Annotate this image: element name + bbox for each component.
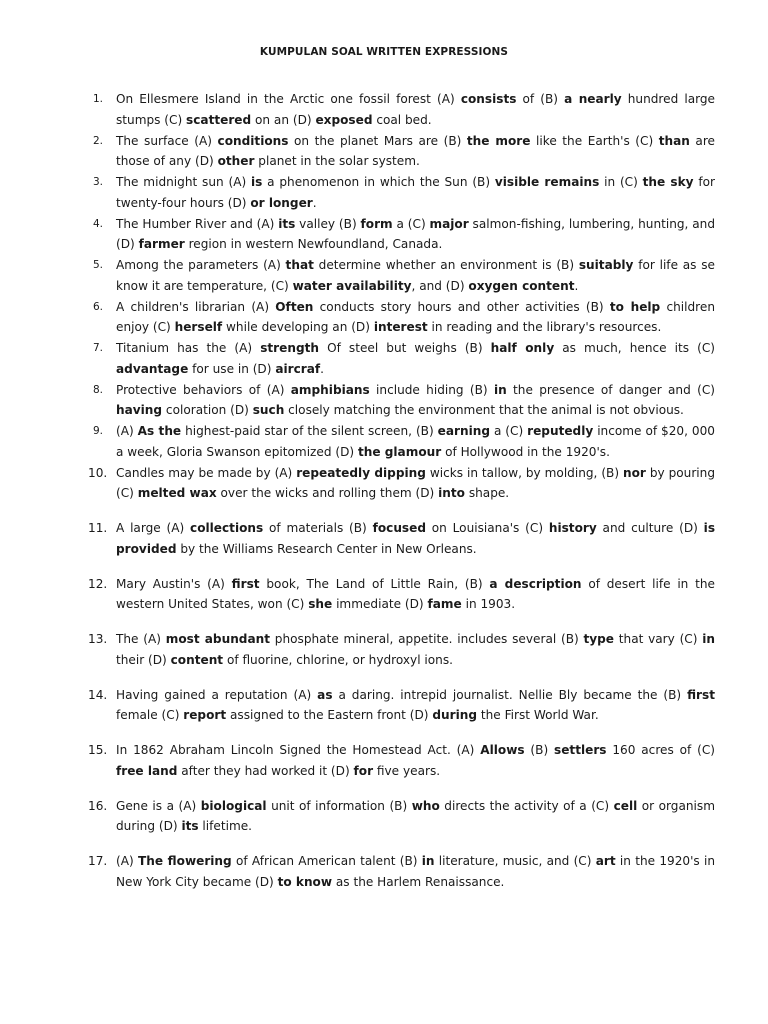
question-number: 4. bbox=[93, 217, 104, 230]
question-fragment: in 1903. bbox=[461, 597, 516, 611]
underlined-option: Often bbox=[275, 299, 314, 314]
question-fragment: for twenty-four hours (D) bbox=[116, 175, 715, 210]
question-fragment: over the wicks and rolling them (D) bbox=[216, 486, 439, 500]
question-fragment: literature, music, and (C) bbox=[434, 854, 596, 868]
question-fragment: The surface (A) bbox=[116, 133, 218, 148]
underlined-option: other bbox=[217, 154, 255, 168]
question-fragment: phosphate mineral, appetite. includes several (B) bbox=[270, 632, 584, 646]
question-fragment: book, The Land of Little Rain, (B) bbox=[259, 576, 490, 591]
underlined-option: visible remains bbox=[494, 175, 600, 189]
question-fragment: Titanium has the (A) bbox=[116, 341, 261, 355]
question-fragment: (A) bbox=[116, 424, 138, 438]
question-item bbox=[88, 685, 715, 726]
question-text bbox=[116, 338, 715, 379]
underlined-option: reputedly bbox=[527, 424, 594, 438]
underlined-option: As the bbox=[137, 424, 182, 438]
question-fragment: are those of any (D) bbox=[116, 133, 715, 168]
question-fragment: salmon-fishing, lumbering, hunting, and (D) bbox=[116, 216, 716, 251]
question-fragment: for life as se know it are temperature, (C) bbox=[116, 258, 715, 293]
question-fragment: on Louisiana's (C) bbox=[425, 521, 549, 535]
question-fragment: children enjoy (C) bbox=[116, 299, 715, 334]
question-fragment: The Humber River and (A) bbox=[116, 216, 279, 231]
underlined-option: scattered bbox=[186, 112, 252, 127]
question-fragment: A children's librarian (A) bbox=[116, 299, 276, 314]
question-item bbox=[88, 463, 715, 504]
question-fragment: of materials (B) bbox=[263, 521, 373, 535]
question-fragment: unit of information (B) bbox=[266, 798, 412, 813]
question-fragment: of (B) bbox=[516, 92, 565, 106]
question-fragment: closely matching the environment that the animal is not obvious. bbox=[284, 403, 684, 417]
question-fragment: as the Harlem Renaissance. bbox=[332, 874, 505, 889]
question-fragment: The (A) bbox=[116, 632, 166, 646]
question-fragment: On Ellesmere Island in the Arctic one fossil forest (A) bbox=[116, 92, 461, 106]
underlined-option: such bbox=[252, 403, 285, 417]
underlined-option: its bbox=[278, 216, 296, 231]
underlined-option: in bbox=[493, 382, 507, 397]
question-number: 5. bbox=[93, 259, 104, 271]
question-text bbox=[116, 172, 715, 213]
question-text bbox=[116, 131, 715, 172]
question-text bbox=[116, 421, 715, 462]
question-fragment: Protective behaviors of (A) bbox=[116, 382, 291, 397]
question-text bbox=[116, 685, 715, 726]
underlined-option: type bbox=[583, 632, 615, 646]
question-fragment: . bbox=[574, 278, 579, 293]
underlined-option: form bbox=[360, 216, 393, 231]
question-fragment: The midnight sun (A) bbox=[116, 175, 251, 189]
question-fragment: a daring. intrepid journalist. Nellie Bly became the (B) bbox=[332, 687, 688, 702]
question-text bbox=[116, 463, 715, 504]
underlined-option: having bbox=[116, 403, 163, 417]
underlined-option: settlers bbox=[554, 743, 607, 757]
question-item bbox=[88, 380, 715, 421]
question-fragment: lifetime. bbox=[198, 819, 253, 833]
question-fragment: of fluorine, chlorine, or hydroxyl ions. bbox=[223, 652, 453, 667]
question-fragment: in (C) bbox=[599, 175, 643, 189]
underlined-option: interest bbox=[373, 320, 428, 334]
underlined-option: to help bbox=[609, 299, 661, 314]
question-fragment: of desert life in the western United States, won (C) bbox=[116, 576, 715, 611]
question-fragment: highest-paid star of the silent screen, (B) bbox=[181, 424, 438, 438]
question-fragment: the presence of danger and (C) bbox=[506, 382, 715, 397]
underlined-option: a description bbox=[489, 576, 582, 591]
question-item bbox=[88, 629, 715, 670]
underlined-option: she bbox=[308, 597, 333, 611]
question-fragment: of African American talent (B) bbox=[231, 854, 422, 868]
question-fragment: Mary Austin's (A) bbox=[116, 576, 232, 591]
underlined-option: consists bbox=[460, 92, 517, 106]
question-fragment: include hiding (B) bbox=[369, 382, 494, 397]
question-fragment: female (C) bbox=[116, 708, 184, 722]
underlined-option: content bbox=[170, 652, 224, 667]
question-item bbox=[88, 89, 715, 130]
question-text bbox=[116, 629, 715, 670]
underlined-option: or longer bbox=[250, 195, 313, 210]
underlined-option: a nearly bbox=[564, 92, 622, 106]
question-fragment: assigned to the Eastern front (D) bbox=[226, 708, 433, 722]
underlined-option: than bbox=[658, 133, 690, 148]
question-number: 7. bbox=[93, 342, 104, 354]
question-item bbox=[88, 851, 715, 892]
question-fragment: on an (D) bbox=[251, 112, 316, 127]
underlined-option: strength bbox=[260, 341, 320, 355]
underlined-option: aircraf bbox=[275, 361, 321, 376]
underlined-option: advantage bbox=[116, 361, 189, 376]
question-text bbox=[116, 796, 715, 837]
question-item bbox=[88, 574, 715, 615]
underlined-option: cell bbox=[613, 798, 638, 813]
underlined-option: history bbox=[548, 521, 597, 535]
question-fragment: in the 1920's in New York City became (D) bbox=[116, 854, 716, 889]
question-fragment: A large (A) bbox=[116, 521, 191, 535]
question-fragment: their (D) bbox=[116, 652, 171, 667]
question-fragment: wicks in tallow, by molding, (B) bbox=[425, 465, 623, 480]
question-fragment: Having gained a reputation (A) bbox=[116, 687, 318, 702]
question-fragment: coal bed. bbox=[372, 112, 432, 127]
question-text bbox=[116, 89, 715, 130]
question-fragment: while developing an (D) bbox=[222, 320, 374, 334]
question-fragment: and culture (D) bbox=[596, 521, 704, 535]
question-fragment: Gene is a (A) bbox=[116, 798, 201, 813]
question-fragment: a phenomenon in which the Sun (B) bbox=[262, 175, 495, 189]
underlined-option: the more bbox=[466, 133, 531, 148]
question-fragment: income of $20, 000 a week, Gloria Swanson epitomized (D) bbox=[116, 424, 716, 459]
underlined-option: half only bbox=[490, 341, 555, 355]
question-fragment: (B) bbox=[524, 743, 555, 757]
underlined-option: is provided bbox=[116, 521, 716, 556]
question-fragment: hundred large stumps (C) bbox=[116, 92, 715, 127]
question-fragment: determine whether an environment is (B) bbox=[313, 258, 579, 272]
underlined-option: to know bbox=[277, 874, 333, 889]
question-number: 12. bbox=[88, 576, 108, 591]
question-number: 15. bbox=[88, 743, 108, 757]
question-number: 6. bbox=[93, 300, 104, 313]
underlined-option: for bbox=[353, 763, 374, 778]
underlined-option: amphibians bbox=[290, 382, 370, 397]
underlined-option: herself bbox=[174, 320, 223, 334]
underlined-option: Allows bbox=[480, 743, 525, 757]
question-item bbox=[88, 255, 715, 296]
underlined-option: most abundant bbox=[165, 632, 271, 646]
question-fragment: a (C) bbox=[392, 216, 430, 231]
underlined-option: nor bbox=[623, 465, 646, 480]
question-fragment: immediate (D) bbox=[332, 597, 428, 611]
question-item bbox=[88, 518, 715, 559]
question-text bbox=[116, 518, 715, 559]
question-number: 2. bbox=[93, 134, 104, 147]
question-text bbox=[116, 297, 715, 338]
underlined-option: the sky bbox=[642, 175, 694, 189]
underlined-option: in bbox=[421, 854, 435, 868]
question-item bbox=[88, 214, 715, 255]
underlined-option: water availability bbox=[292, 278, 412, 293]
underlined-option: during bbox=[432, 708, 478, 722]
question-text bbox=[116, 740, 715, 781]
question-fragment: that vary (C) bbox=[614, 632, 703, 646]
question-item bbox=[88, 131, 715, 172]
question-fragment: by the Williams Research Center in New Orleans. bbox=[176, 541, 477, 556]
underlined-option: melted wax bbox=[137, 486, 217, 500]
underlined-option: in bbox=[702, 632, 715, 646]
question-fragment: Among the parameters (A) bbox=[116, 258, 286, 272]
question-fragment: like the Earth's (C) bbox=[530, 133, 659, 148]
underlined-option: repeatedly dipping bbox=[296, 465, 426, 480]
underlined-option: that bbox=[285, 258, 314, 272]
question-number: 8. bbox=[93, 383, 104, 396]
underlined-option: first bbox=[687, 687, 715, 702]
underlined-option: exposed bbox=[315, 112, 373, 127]
underlined-option: collections bbox=[190, 521, 264, 535]
underlined-option: the glamour bbox=[357, 444, 442, 459]
question-fragment: 160 acres of (C) bbox=[606, 743, 715, 757]
underlined-option: its bbox=[181, 819, 199, 833]
question-text bbox=[116, 214, 715, 255]
question-fragment: Candles may be made by (A) bbox=[116, 465, 297, 480]
underlined-option: first bbox=[231, 576, 260, 591]
question-fragment: (A) bbox=[116, 854, 138, 868]
question-item bbox=[88, 172, 715, 213]
underlined-option: as bbox=[317, 687, 333, 702]
question-fragment: In 1862 Abraham Lincoln Signed the Homestead Act. (A) bbox=[116, 743, 481, 757]
underlined-option: into bbox=[438, 486, 465, 500]
question-fragment: . bbox=[312, 195, 317, 210]
question-number: 9. bbox=[93, 425, 104, 437]
question-fragment: planet in the solar system. bbox=[254, 154, 420, 168]
question-fragment: five years. bbox=[373, 763, 441, 778]
question-fragment: for use in (D) bbox=[188, 361, 276, 376]
underlined-option: farmer bbox=[138, 237, 185, 251]
question-text bbox=[116, 574, 715, 615]
question-fragment: as much, hence its (C) bbox=[554, 341, 715, 355]
question-fragment: valley (B) bbox=[295, 216, 361, 231]
question-item bbox=[88, 421, 715, 462]
question-fragment: a (C) bbox=[490, 424, 528, 438]
question-number: 13. bbox=[88, 632, 108, 646]
underlined-option: focused bbox=[372, 521, 426, 535]
question-item bbox=[88, 740, 715, 781]
question-fragment: , and (D) bbox=[411, 278, 469, 293]
underlined-option: biological bbox=[200, 798, 267, 813]
question-fragment: of Hollywood in the 1920's. bbox=[441, 444, 610, 459]
question-fragment: directs the activity of a (C) bbox=[439, 798, 614, 813]
question-fragment: . bbox=[320, 361, 324, 376]
question-text bbox=[116, 255, 715, 296]
question-number: 14. bbox=[88, 687, 108, 702]
question-number: 1. bbox=[93, 93, 104, 105]
underlined-option: suitably bbox=[578, 258, 634, 272]
question-fragment: after they had worked it (D) bbox=[177, 763, 354, 778]
question-number: 3. bbox=[93, 176, 104, 188]
question-item bbox=[88, 338, 715, 379]
underlined-option: art bbox=[595, 854, 616, 868]
question-fragment: or organism during (D) bbox=[116, 798, 715, 833]
question-list bbox=[88, 89, 715, 907]
underlined-option: free land bbox=[116, 763, 178, 778]
question-fragment: shape. bbox=[464, 486, 510, 500]
question-number: 16. bbox=[88, 798, 108, 813]
question-text bbox=[116, 851, 715, 892]
question-item bbox=[88, 796, 715, 837]
underlined-option: major bbox=[429, 216, 469, 231]
document-title: KUMPULAN SOAL WRITTEN EXPRESSIONS bbox=[259, 46, 509, 58]
question-number: 10. bbox=[88, 465, 108, 480]
underlined-option: conditions bbox=[217, 133, 289, 148]
question-fragment: coloration (D) bbox=[162, 403, 253, 417]
question-text bbox=[116, 380, 715, 421]
question-item bbox=[88, 297, 715, 338]
question-fragment: the First World War. bbox=[477, 708, 599, 722]
question-fragment: on the planet Mars are (B) bbox=[288, 133, 467, 148]
question-fragment: Of steel but weighs (B) bbox=[319, 341, 491, 355]
underlined-option: earning bbox=[437, 424, 490, 438]
underlined-option: report bbox=[183, 708, 227, 722]
question-fragment: in reading and the library's resources. bbox=[427, 320, 662, 334]
underlined-option: who bbox=[411, 798, 440, 813]
underlined-option: fame bbox=[427, 597, 462, 611]
question-number: 17. bbox=[88, 854, 108, 868]
question-number: 11. bbox=[88, 521, 108, 535]
question-fragment: conducts story hours and other activities (B) bbox=[313, 299, 610, 314]
question-fragment: by pouring (C) bbox=[116, 465, 716, 500]
underlined-option: oxygen content bbox=[468, 278, 575, 293]
underlined-option: The flowering bbox=[137, 854, 232, 868]
underlined-option: is bbox=[251, 175, 263, 189]
question-fragment: region in western Newfoundland, Canada. bbox=[184, 237, 443, 251]
